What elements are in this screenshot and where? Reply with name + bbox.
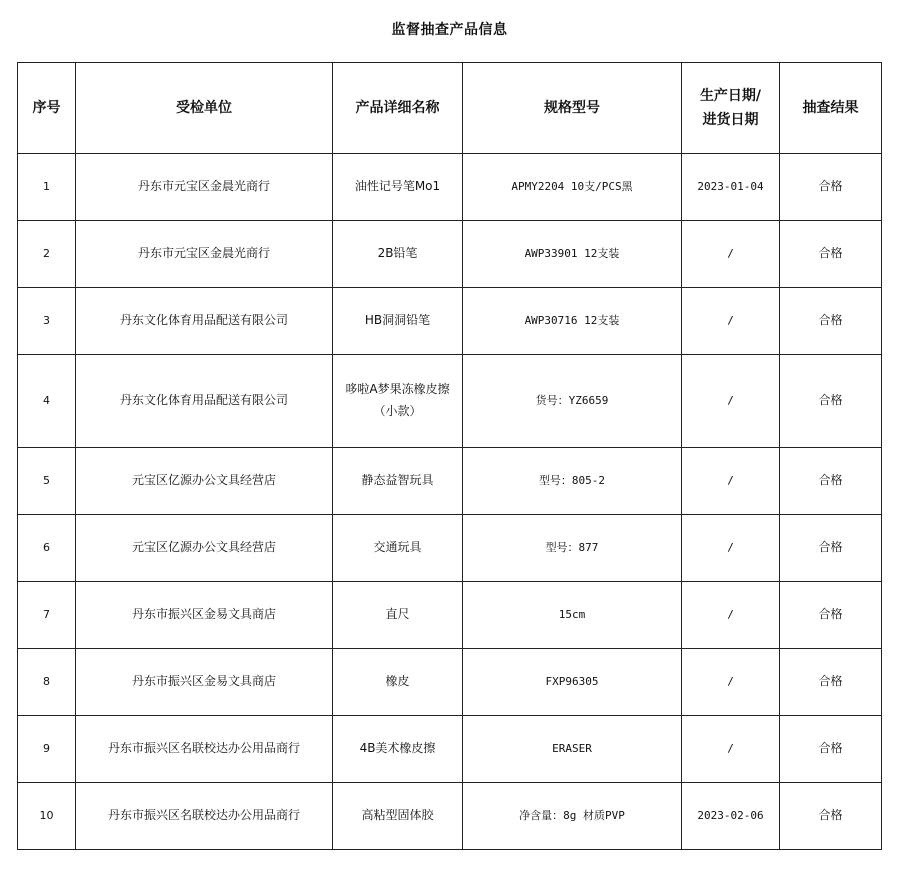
row-result: 合格	[780, 582, 882, 649]
row-unit: 丹东文化体育用品配送有限公司	[76, 355, 333, 448]
row-result: 合格	[780, 154, 882, 221]
header-result: 抽查结果	[780, 63, 882, 154]
row-product-line1: 哆啦A梦果冻橡皮擦	[345, 382, 450, 397]
row-no: 6	[18, 515, 76, 582]
row-date: /	[682, 288, 780, 355]
row-product: 交通玩具	[333, 515, 463, 582]
row-date: /	[682, 221, 780, 288]
row-result: 合格	[780, 716, 882, 783]
row-spec: 货号：YZ6659	[463, 355, 682, 448]
row-date: /	[682, 355, 780, 448]
row-result: 合格	[780, 783, 882, 850]
row-product: HB洞洞铅笔	[333, 288, 463, 355]
row-result: 合格	[780, 288, 882, 355]
row-unit: 丹东市振兴区名联校达办公用品商行	[76, 783, 333, 850]
row-result: 合格	[780, 649, 882, 716]
table-row	[18, 288, 882, 355]
row-no: 8	[18, 649, 76, 716]
row-spec: 型号：877	[463, 515, 682, 582]
row-product	[333, 355, 463, 448]
row-unit: 丹东市元宝区金晨光商行	[76, 221, 333, 288]
row-unit: 丹东市元宝区金晨光商行	[76, 154, 333, 221]
row-no: 9	[18, 716, 76, 783]
row-no: 2	[18, 221, 76, 288]
table-row	[18, 582, 882, 649]
table-row	[18, 448, 882, 515]
header-no: 序号	[18, 63, 76, 154]
row-date: /	[682, 582, 780, 649]
table-row	[18, 716, 882, 783]
row-spec: AWP33901 12支装	[463, 221, 682, 288]
row-product: 2B铅笔	[333, 221, 463, 288]
row-no: 5	[18, 448, 76, 515]
table-header-row	[18, 63, 882, 154]
row-no: 10	[18, 783, 76, 850]
row-spec: 15cm	[463, 582, 682, 649]
row-product: 油性记号笔Mo1	[333, 154, 463, 221]
row-date: /	[682, 448, 780, 515]
table-row	[18, 154, 882, 221]
row-no: 1	[18, 154, 76, 221]
row-result: 合格	[780, 355, 882, 448]
header-date-line1: 生产日期/	[699, 87, 762, 104]
row-no: 3	[18, 288, 76, 355]
row-spec: AWP30716 12支装	[463, 288, 682, 355]
row-product: 橡皮	[333, 649, 463, 716]
table-row	[18, 649, 882, 716]
header-date-line2: 进货日期	[702, 112, 759, 128]
header-date	[682, 63, 780, 154]
row-product: 4B美术橡皮擦	[333, 716, 463, 783]
row-date: /	[682, 649, 780, 716]
row-spec: APMY2204 10支/PCS黑	[463, 154, 682, 221]
row-product: 静态益智玩具	[333, 448, 463, 515]
row-unit: 丹东市振兴区金易文具商店	[76, 649, 333, 716]
row-date: 2023-01-04	[682, 154, 780, 221]
row-unit: 丹东文化体育用品配送有限公司	[76, 288, 333, 355]
table-row	[18, 221, 882, 288]
row-date: /	[682, 716, 780, 783]
table-row	[18, 783, 882, 850]
table-row	[18, 355, 882, 448]
row-unit: 元宝区亿源办公文具经营店	[76, 448, 333, 515]
header-product: 产品详细名称	[333, 63, 463, 154]
row-unit: 丹东市振兴区金易文具商店	[76, 582, 333, 649]
row-date: /	[682, 515, 780, 582]
row-spec: FXP96305	[463, 649, 682, 716]
row-product: 直尺	[333, 582, 463, 649]
table-row	[18, 515, 882, 582]
row-result: 合格	[780, 448, 882, 515]
row-result: 合格	[780, 515, 882, 582]
row-product: 高粘型固体胶	[333, 783, 463, 850]
row-date: 2023-02-06	[682, 783, 780, 850]
row-no: 4	[18, 355, 76, 448]
header-unit: 受检单位	[76, 63, 333, 154]
row-product-line2: （小款）	[373, 404, 422, 418]
row-no: 7	[18, 582, 76, 649]
product-info-table	[17, 62, 882, 850]
header-spec: 规格型号	[463, 63, 682, 154]
row-unit: 丹东市振兴区名联校达办公用品商行	[76, 716, 333, 783]
row-result: 合格	[780, 221, 882, 288]
row-spec: 型号：805-2	[463, 448, 682, 515]
row-unit: 元宝区亿源办公文具经营店	[76, 515, 333, 582]
row-spec: 净含量：8g 材质PVP	[463, 783, 682, 850]
page-title: 监督抽查产品信息	[391, 22, 508, 38]
row-spec: ERASER	[463, 716, 682, 783]
